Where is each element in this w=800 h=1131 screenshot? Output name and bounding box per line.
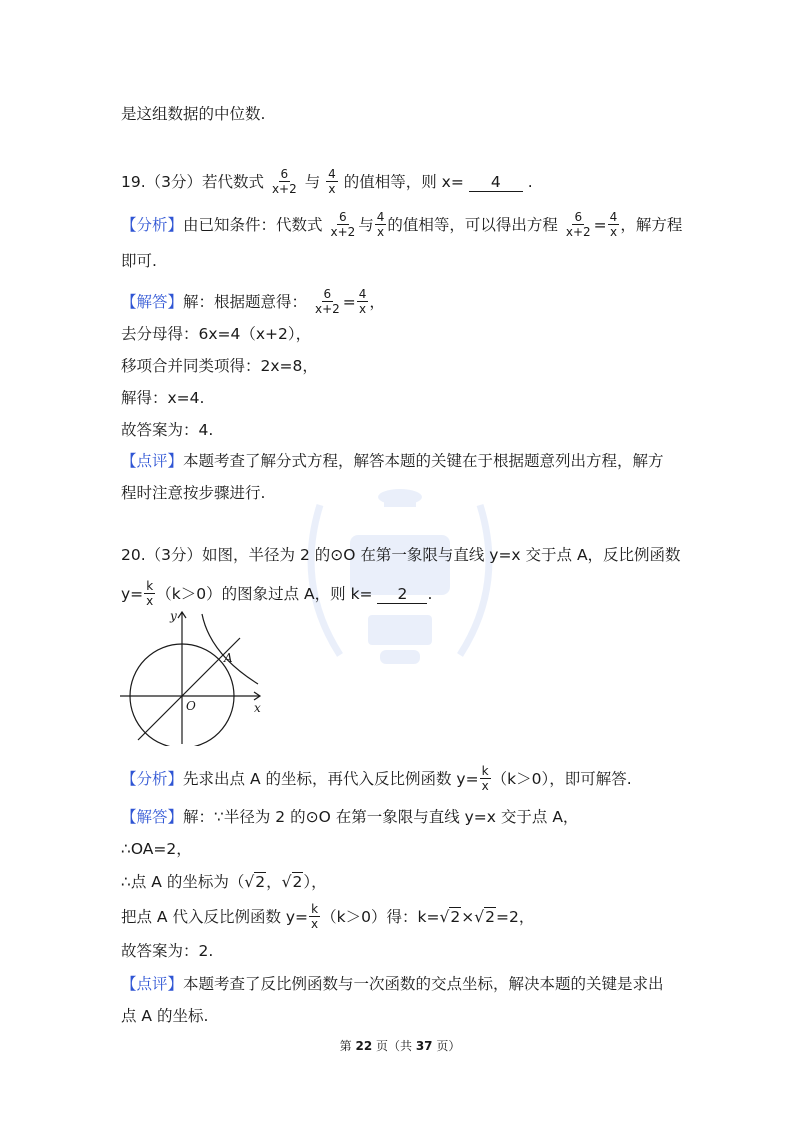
footer-text: 页） bbox=[432, 1039, 461, 1053]
numerator: 4 bbox=[609, 210, 618, 224]
numerator: 4 bbox=[328, 167, 336, 181]
q19-step-3: 解得：x=4. bbox=[121, 389, 205, 407]
comment-tag: 【点评】 bbox=[121, 975, 184, 993]
analysis-text: 由已知条件：代数式 bbox=[183, 216, 323, 234]
answer-blank: 2 bbox=[377, 585, 427, 604]
numerator: 6 bbox=[574, 210, 583, 224]
denominator: x+2 bbox=[271, 182, 297, 196]
footer-text: 第 bbox=[339, 1039, 356, 1053]
stem-text: y= bbox=[121, 585, 144, 603]
question-19-stem bbox=[121, 168, 533, 197]
q20-comment bbox=[121, 973, 664, 995]
numerator: k bbox=[146, 579, 154, 593]
step-text: ， bbox=[266, 873, 282, 891]
q19-prefix: 19.（3分）若代数式 bbox=[121, 173, 265, 191]
denominator: x bbox=[609, 225, 618, 239]
total-pages: 37 bbox=[415, 1039, 433, 1053]
numerator: 6 bbox=[339, 210, 347, 224]
q19-end: . bbox=[527, 173, 533, 191]
q19-analysis bbox=[121, 211, 682, 240]
continuation-text: 是这组数据的中位数. bbox=[121, 105, 266, 123]
analysis-tag: 【分析】 bbox=[121, 216, 184, 234]
numerator: 6 bbox=[280, 167, 289, 181]
solution-text: 解：∵半径为 2 的⊙O 在第一象限与直线 y=x 交于点 A， bbox=[183, 808, 579, 826]
q19-analysis-cont: 即可. bbox=[121, 252, 157, 270]
analysis-text: （k＞0），即可解答. bbox=[491, 770, 632, 788]
page-number: 22 bbox=[355, 1039, 373, 1053]
solution-tag: 【解答】 bbox=[121, 293, 184, 311]
numerator: k bbox=[481, 764, 489, 778]
stem-text: （k＞0）的图象过点 A，则 k= bbox=[156, 585, 373, 603]
y-axis-label: y bbox=[170, 609, 177, 623]
q20-step-2 bbox=[121, 871, 327, 893]
fraction-k-over-x bbox=[144, 579, 155, 608]
page-footer bbox=[0, 1037, 800, 1054]
q20-step-3 bbox=[121, 903, 534, 932]
q19-step-1: 去分母得：6x=4（x+2）， bbox=[121, 325, 312, 343]
footer-text: 页（共 bbox=[372, 1039, 416, 1053]
q19-solution bbox=[121, 288, 385, 317]
analysis-text: 的值相等，可以得出方程 bbox=[387, 216, 558, 234]
fraction-6-over-x-plus-2 bbox=[564, 210, 593, 239]
q19-mid: 的值相等，则 x= bbox=[343, 173, 464, 191]
origin-label: O bbox=[186, 699, 196, 713]
denominator: x bbox=[377, 225, 385, 239]
solution-tag: 【解答】 bbox=[121, 808, 184, 826]
fraction-4-over-x bbox=[608, 210, 620, 239]
answer-blank: 4 bbox=[469, 173, 523, 192]
comment-tag: 【点评】 bbox=[121, 452, 184, 470]
denominator: x bbox=[328, 182, 336, 196]
q19-step-4: 故答案为：4. bbox=[121, 421, 214, 439]
sqrt-2: √2 bbox=[474, 908, 495, 926]
numerator: 4 bbox=[376, 210, 385, 224]
q20-analysis bbox=[121, 765, 632, 794]
q20-step-1: ∴OA=2， bbox=[121, 840, 192, 858]
fraction-6-over-x-plus-2 bbox=[270, 167, 299, 196]
equals-sign: = bbox=[593, 216, 607, 234]
comment-text: 本题考查了解分式方程，解答本题的关键在于根据题意列出方程，解方 bbox=[183, 452, 664, 470]
q19-join: 与 bbox=[304, 173, 321, 191]
x-axis-label: x bbox=[254, 701, 261, 715]
times-sign: × bbox=[461, 908, 475, 926]
radicand: 2 bbox=[485, 908, 495, 926]
fraction-4-over-x bbox=[326, 167, 338, 196]
solution-text: ， bbox=[369, 293, 385, 311]
denominator: x bbox=[146, 594, 154, 608]
laurel-watermark-icon bbox=[280, 465, 520, 685]
question-20-stem: 20.（3分）如图，半径为 2 的⊙O 在第一象限与直线 y=x 交于点 A，反比例函数 bbox=[121, 546, 681, 564]
numerator: k bbox=[311, 902, 319, 916]
step-text: =2， bbox=[496, 908, 535, 926]
fraction-4-over-x bbox=[375, 210, 387, 239]
point-a-label: A bbox=[224, 651, 233, 665]
denominator: x bbox=[481, 779, 489, 793]
sqrt-2: √2 bbox=[244, 873, 266, 891]
step-text: 把点 A 代入反比例函数 y= bbox=[121, 908, 309, 926]
fraction-6-over-x-plus-2 bbox=[313, 287, 342, 316]
hyperbola-curve bbox=[202, 614, 258, 684]
denominator: x bbox=[359, 302, 367, 316]
q19-comment bbox=[121, 450, 664, 472]
equals-sign: = bbox=[342, 293, 356, 311]
analysis-text: ，解方程 bbox=[620, 216, 683, 234]
numerator: 4 bbox=[358, 287, 367, 301]
radicand: 2 bbox=[292, 873, 303, 891]
radicand: 2 bbox=[255, 873, 266, 891]
step-text: ）， bbox=[303, 873, 327, 891]
q20-solution bbox=[121, 806, 578, 828]
analysis-text: 与 bbox=[358, 216, 374, 234]
fraction-4-over-x bbox=[357, 287, 369, 316]
q19-comment-cont: 程时注意按步骤进行. bbox=[121, 484, 266, 502]
sqrt-2: √2 bbox=[281, 873, 303, 891]
analysis-tag: 【分析】 bbox=[121, 770, 184, 788]
denominator: x+2 bbox=[565, 225, 591, 239]
comment-text: 本题考查了反比例函数与一次函数的交点坐标，解决本题的关键是求出 bbox=[183, 975, 664, 993]
q20-step-4: 故答案为：2. bbox=[121, 942, 214, 960]
denominator: x bbox=[311, 917, 319, 931]
solution-text: 解：根据题意得： bbox=[183, 293, 308, 311]
numerator: 6 bbox=[323, 287, 332, 301]
sqrt-2: √2 bbox=[439, 908, 461, 926]
circle-line-hyperbola-figure bbox=[118, 606, 268, 746]
question-20-stem-2 bbox=[121, 580, 432, 609]
stem-text: . bbox=[427, 585, 433, 603]
fraction-k-over-x bbox=[480, 764, 491, 793]
radicand: 2 bbox=[450, 908, 461, 926]
denominator: x+2 bbox=[330, 225, 356, 239]
fraction-k-over-x bbox=[309, 902, 320, 931]
step-text: （k＞0）得：k= bbox=[321, 908, 440, 926]
fraction-6-over-x-plus-2 bbox=[328, 210, 357, 239]
denominator: x+2 bbox=[314, 302, 340, 316]
step-text: ∴点 A 的坐标为（ bbox=[121, 873, 245, 891]
q20-comment-cont: 点 A 的坐标. bbox=[121, 1007, 209, 1025]
analysis-text: 先求出点 A 的坐标，再代入反比例函数 y= bbox=[183, 770, 479, 788]
q19-step-2: 移项合并同类项得：2x=8， bbox=[121, 357, 318, 375]
